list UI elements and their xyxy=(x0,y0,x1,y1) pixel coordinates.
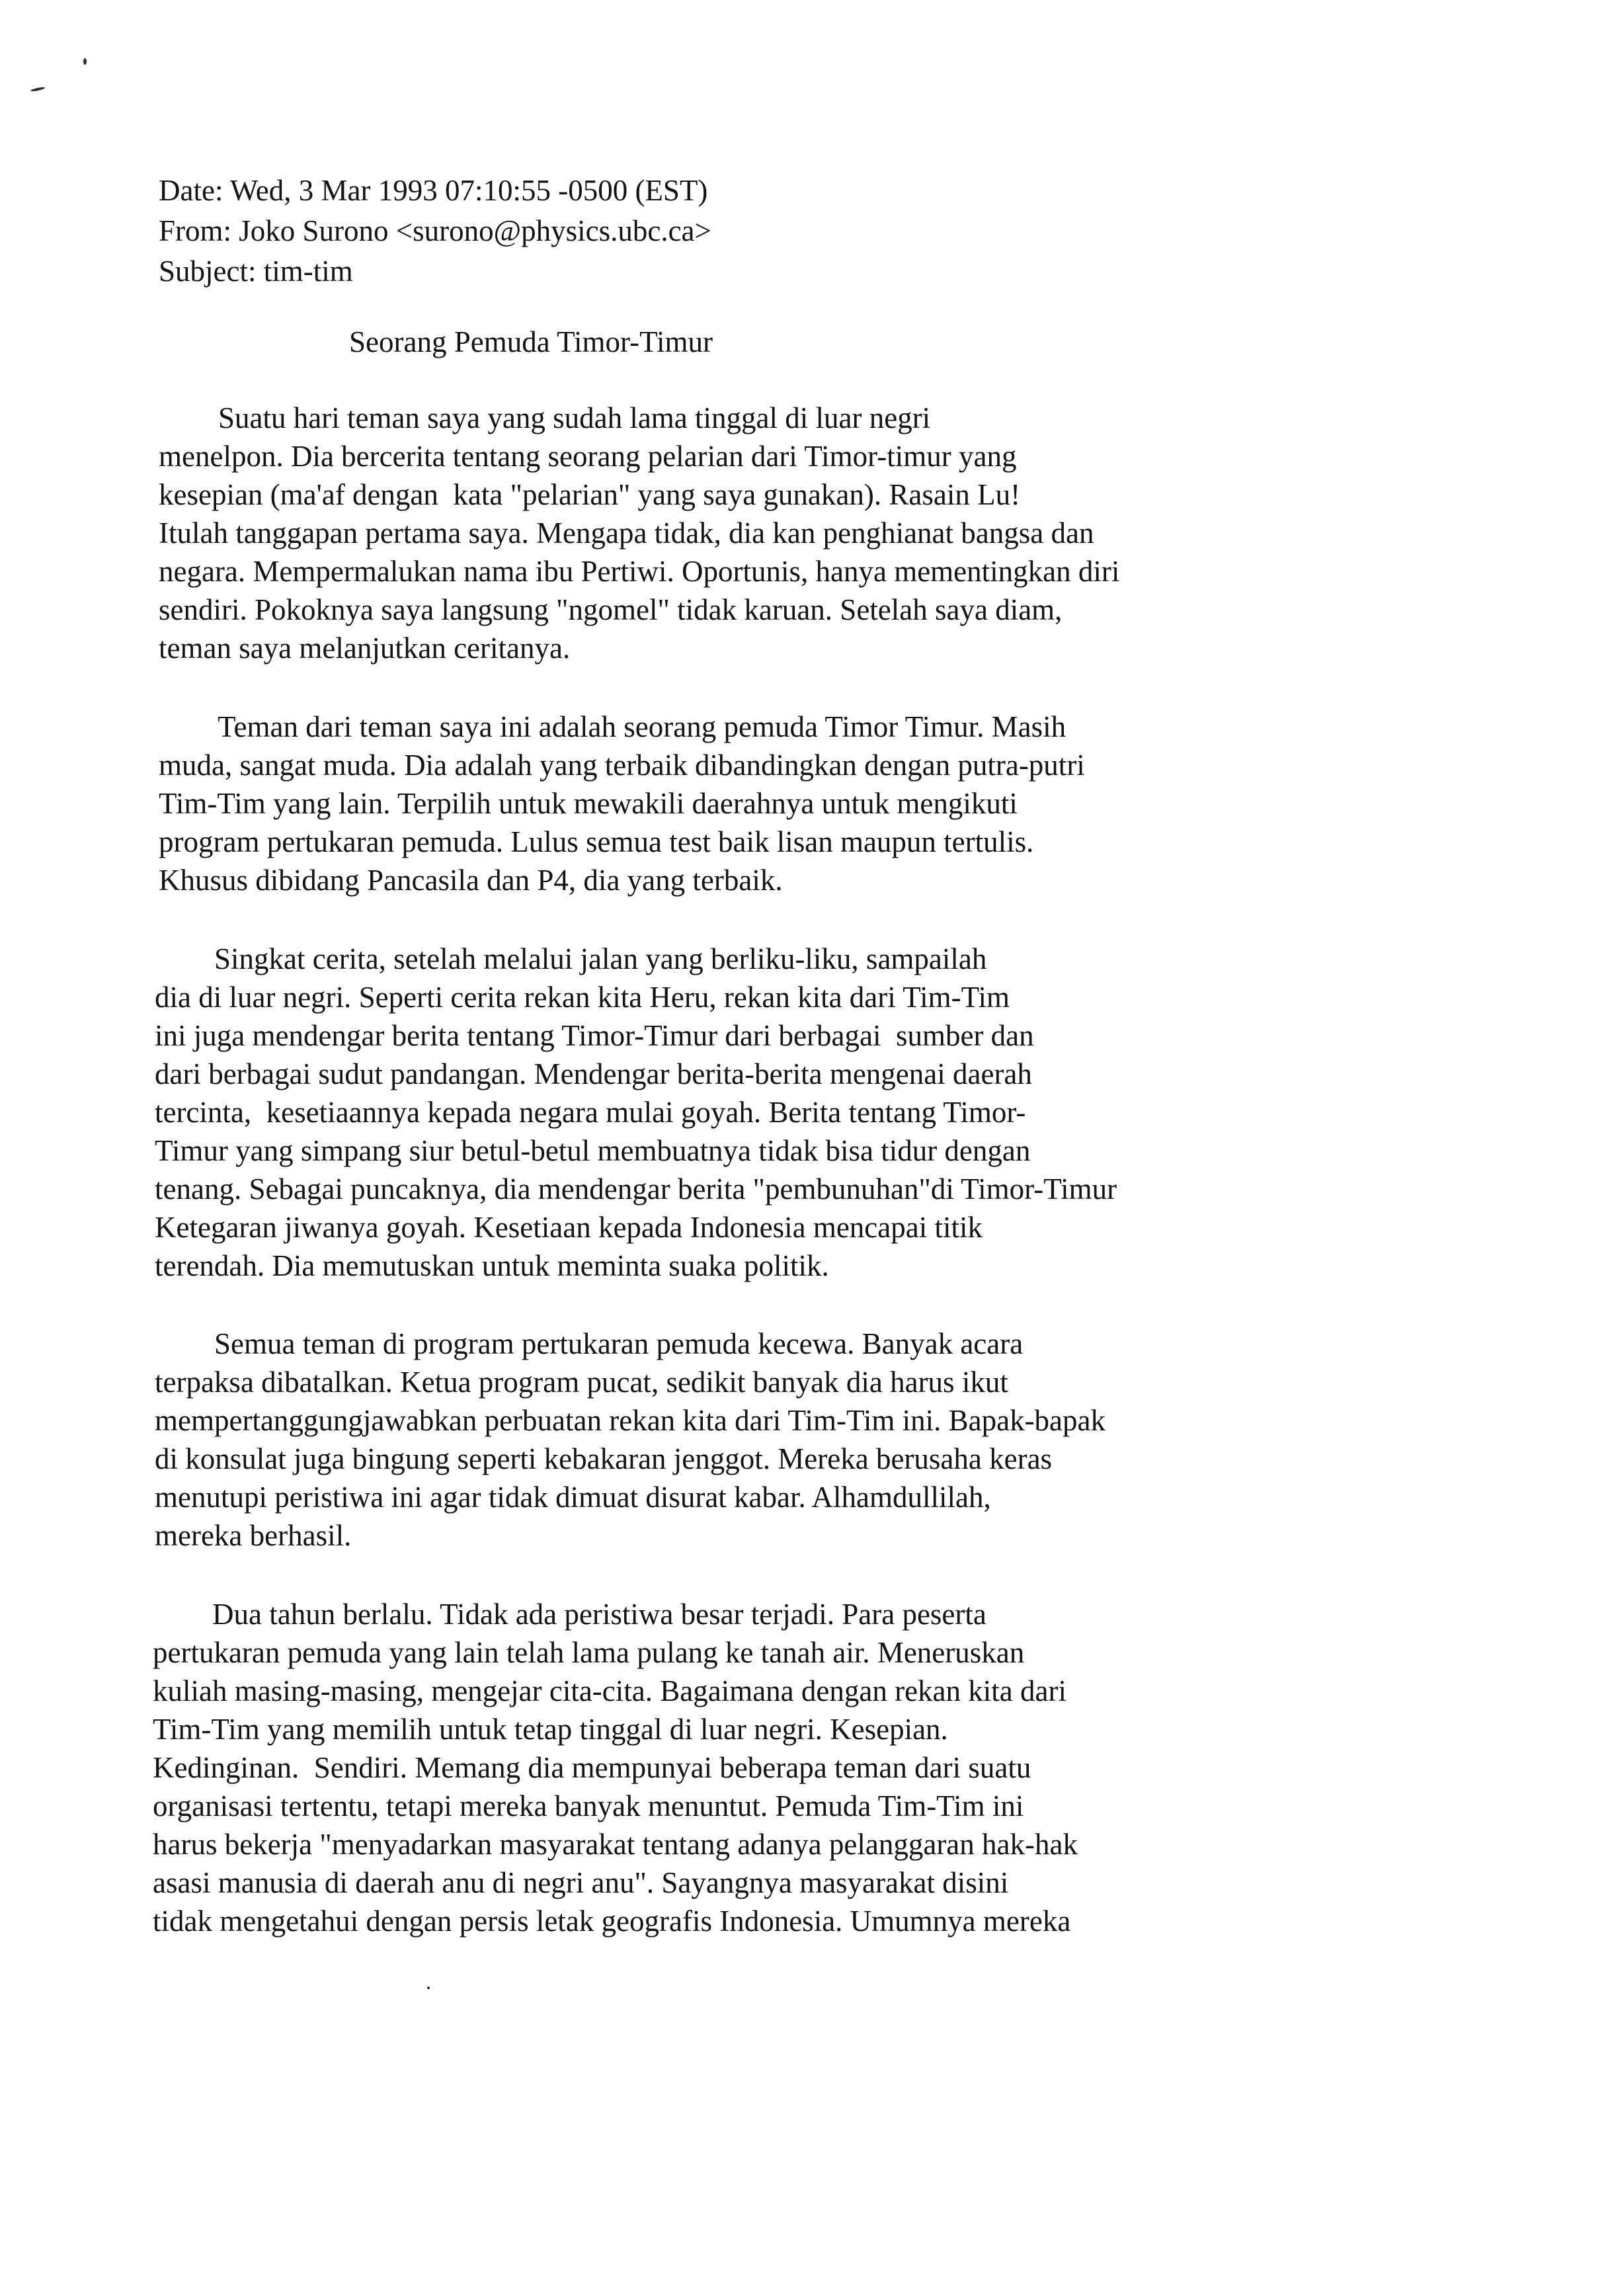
scan-speck xyxy=(427,1987,430,1989)
paragraph-line: Timur yang simpang siur betul-betul membuatnya tidak bisa tidur dengan xyxy=(155,1134,1031,1167)
paragraph-line: mempertanggungjawabkan perbuatan rekan kita dari Tim-Tim ini. Bapak-bapak xyxy=(155,1404,1106,1437)
header-date: Date: Wed, 3 Mar 1993 07:10:55 -0500 (EST) xyxy=(159,174,708,207)
paragraph-3 xyxy=(155,940,1117,1285)
paragraph-line: tercinta, kesetiaannya kepada negara mulai goyah. Berita tentang Timor- xyxy=(155,1096,1026,1129)
email-header xyxy=(159,171,711,292)
header-from: From: Joko Surono <surono@physics.ubc.ca> xyxy=(159,214,711,247)
paragraph-line: tidak mengetahui dengan persis letak geografis Indonesia. Umumnya mereka xyxy=(153,1905,1071,1938)
paragraph-line: ini juga mendengar berita tentang Timor-Timur dari berbagai sumber dan xyxy=(155,1019,1034,1052)
paragraph-line: Kedinginan. Sendiri. Memang dia mempunyai beberapa teman dari suatu xyxy=(153,1751,1031,1784)
scan-speck xyxy=(30,87,45,92)
paragraph-line: terendah. Dia memutuskan untuk meminta suaka politik. xyxy=(155,1249,829,1282)
paragraph-5 xyxy=(153,1595,1078,1940)
paragraph-line: Teman dari teman saya ini adalah seorang pemuda Timor Timur. Masih xyxy=(159,710,1066,743)
paragraph-line: sendiri. Pokoknya saya langsung "ngomel" tidak karuan. Setelah saya diam, xyxy=(159,593,1063,626)
paragraph-line: Semua teman di program pertukaran pemuda kecewa. Banyak acara xyxy=(155,1327,1024,1360)
header-subject: Subject: tim-tim xyxy=(159,255,353,288)
paragraph-line: mereka berhasil. xyxy=(155,1519,352,1552)
paragraph-line: dari berbagai sudut pandangan. Mendengar berita-berita mengenai daerah xyxy=(155,1057,1032,1090)
paragraph-line: Tim-Tim yang memilih untuk tetap tinggal di luar negri. Kesepian. xyxy=(153,1713,948,1746)
paragraph-line: terpaksa dibatalkan. Ketua program pucat, sedikit banyak dia harus ikut xyxy=(155,1366,1008,1399)
paragraph-line: harus bekerja "menyadarkan masyarakat tentang adanya pelanggaran hak-hak xyxy=(153,1828,1078,1861)
document-title: Seorang Pemuda Timor-Timur xyxy=(349,325,713,358)
paragraph-line: Ketegaran jiwanya goyah. Kesetiaan kepada Indonesia mencapai titik xyxy=(155,1211,983,1244)
paragraph-line: Suatu hari teman saya yang sudah lama tinggal di luar negri xyxy=(159,401,931,434)
paragraph-line: Tim-Tim yang lain. Terpilih untuk mewakili daerahnya untuk mengikuti xyxy=(159,787,1018,820)
paragraph-line: Itulah tanggapan pertama saya. Mengapa tidak, dia kan penghianat bangsa dan xyxy=(159,516,1094,550)
scan-speck xyxy=(83,58,87,65)
paragraph-line: di konsulat juga bingung seperti kebakaran jenggot. Mereka berusaha keras xyxy=(155,1442,1053,1475)
paragraph-line: teman saya melanjutkan ceritanya. xyxy=(159,632,571,665)
paragraph-line: dia di luar negri. Seperti cerita rekan kita Heru, rekan kita dari Tim-Tim xyxy=(155,981,1010,1014)
paragraph-line: Singkat cerita, setelah melalui jalan yang berliku-liku, sampailah xyxy=(155,942,987,975)
paragraph-line: negara. Mempermalukan nama ibu Pertiwi. Oportunis, hanya mementingkan diri xyxy=(159,555,1120,588)
paragraph-line: Khusus dibidang Pancasila dan P4, dia yang terbaik. xyxy=(159,864,783,897)
paragraph-line: program pertukaran pemuda. Lulus semua test baik lisan maupun tertulis. xyxy=(159,825,1034,858)
paragraph-line: muda, sangat muda. Dia adalah yang terbaik dibandingkan dengan putra-putri xyxy=(159,749,1085,782)
paragraph-line: asasi manusia di daerah anu di negri anu". Sayangnya masyarakat disini xyxy=(153,1866,1009,1899)
paragraph-line: menutupi peristiwa ini agar tidak dimuat disurat kabar. Alhamdullilah, xyxy=(155,1481,991,1514)
paragraph-line: pertukaran pemuda yang lain telah lama pulang ke tanah air. Meneruskan xyxy=(153,1636,1025,1669)
paragraph-line: kuliah masing-masing, mengejar cita-cita. Bagaimana dengan rekan kita dari xyxy=(153,1674,1066,1707)
paragraph-line: menelpon. Dia bercerita tentang seorang pelarian dari Timor-timur yang xyxy=(159,440,1017,473)
paragraph-line: kesepian (ma'af dengan kata "pelarian" yang saya gunakan). Rasain Lu! xyxy=(159,478,1021,511)
paragraph-2 xyxy=(159,708,1085,899)
paragraph-4 xyxy=(155,1325,1106,1555)
paragraph-line: Dua tahun berlalu. Tidak ada peristiwa besar terjadi. Para peserta xyxy=(153,1598,986,1631)
paragraph-1 xyxy=(159,399,1119,667)
paragraph-line: tenang. Sebagai puncaknya, dia mendengar berita "pembunuhan"di Timor-Timur xyxy=(155,1172,1117,1206)
paragraph-line: organisasi tertentu, tetapi mereka banyak menuntut. Pemuda Tim-Tim ini xyxy=(153,1789,1024,1823)
